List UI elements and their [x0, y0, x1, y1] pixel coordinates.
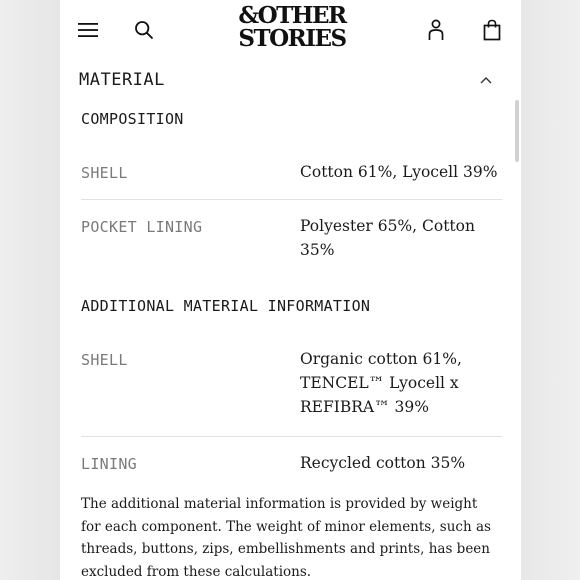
row-value: Polyester 65%, Cotton 35% — [300, 217, 475, 259]
site-header — [60, 0, 521, 58]
row-divider — [81, 436, 502, 437]
composition-row — [81, 160, 502, 198]
menu-button[interactable] — [74, 16, 102, 44]
row-label: SHELL — [81, 164, 128, 182]
logo-line-2: STORIES — [238, 25, 346, 52]
search-icon — [134, 20, 154, 40]
shopping-bag-button[interactable] — [478, 16, 506, 44]
logo-line-1: &OTHER — [238, 2, 346, 29]
search-button[interactable] — [130, 16, 158, 44]
row-divider — [81, 199, 502, 200]
row-label: LINING — [81, 455, 137, 473]
additional-info-heading: ADDITIONAL MATERIAL INFORMATION — [81, 297, 371, 315]
shopping-bag-icon — [483, 19, 501, 41]
brand-logo[interactable] — [232, 4, 352, 50]
collapse-button[interactable] — [477, 72, 495, 90]
account-icon — [428, 19, 444, 41]
row-label: POCKET LINING — [81, 218, 203, 236]
chevron-up-icon — [477, 72, 495, 90]
composition-heading: COMPOSITION — [81, 110, 184, 128]
row-value: Recycled cotton 35% — [300, 454, 466, 472]
additional-row — [81, 451, 502, 481]
hamburger-menu-icon — [77, 22, 99, 38]
row-label: SHELL — [81, 351, 128, 369]
composition-row — [81, 214, 502, 268]
row-value: Cotton 61%, Lyocell 39% — [300, 163, 498, 181]
material-title: MATERIAL — [79, 70, 165, 90]
scrollbar[interactable] — [515, 100, 519, 162]
background-right — [521, 0, 580, 580]
material-accordion-header[interactable] — [79, 68, 503, 96]
account-button[interactable] — [422, 16, 450, 44]
product-page-panel — [60, 0, 521, 580]
material-note: The additional material information is provided by weight for each component. The weight of minor elements, such as threads, buttons, zips, embellishments and prints, has been excluded from these calculations. — [81, 496, 491, 580]
background-left — [0, 0, 60, 580]
row-value: Organic cotton 61%, TENCEL™ Lyocell x REFIBRA™ 39% — [300, 350, 462, 416]
additional-row — [81, 347, 502, 423]
